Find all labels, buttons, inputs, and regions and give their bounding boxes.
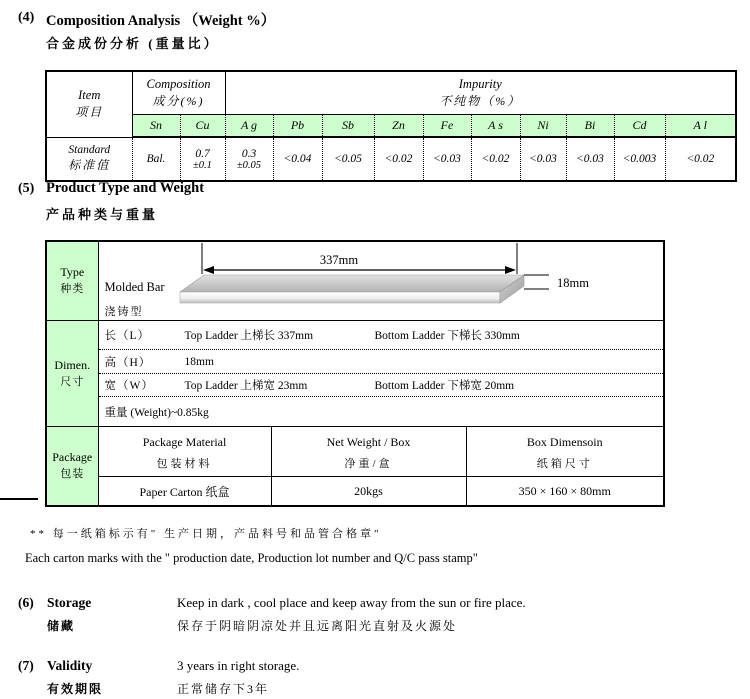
value-main: <0.02 xyxy=(481,153,510,165)
comp-header-row xyxy=(46,71,736,115)
box-dimension-value: 350 × 160 × 80mm xyxy=(466,477,664,507)
value-ni xyxy=(520,137,566,181)
page-margin-mark xyxy=(0,498,38,500)
type-label-zh: 种类 xyxy=(60,283,85,295)
section7-title-en: Validity xyxy=(47,658,93,673)
composition-table xyxy=(45,70,737,182)
type-content-cell xyxy=(98,241,664,321)
element-cd: Cd xyxy=(614,115,665,138)
molded-bar-diagram xyxy=(99,242,663,318)
height-dimension-label: 18mm xyxy=(556,276,589,290)
composition-label-en: Composition xyxy=(146,77,211,91)
element-sn: Sn xyxy=(132,115,180,138)
element-as: A s xyxy=(471,115,520,138)
value-main: Bal. xyxy=(146,153,166,165)
standard-label-en: Standard xyxy=(68,144,111,157)
package-material-header xyxy=(98,427,271,477)
bar-front-face xyxy=(180,292,500,303)
product-table xyxy=(45,240,665,507)
dimen-bottom-value: Bottom Ladder 下梯长 330mm xyxy=(374,330,520,342)
impurity-label-en: Impurity xyxy=(458,77,502,91)
element-cu: Cu xyxy=(180,115,225,138)
value-main: <0.02 xyxy=(686,153,715,165)
dimen-key: 高（H） xyxy=(104,356,152,369)
element-ag: A g xyxy=(225,115,273,138)
element-al: A l xyxy=(665,115,736,138)
element-bi: Bi xyxy=(566,115,614,138)
package-material-value: Paper Carton 纸盒 xyxy=(98,477,271,507)
element-pb: Pb xyxy=(273,115,322,138)
value-main: <0.04 xyxy=(283,153,312,165)
validity-text-en: 3 years in right storage. xyxy=(177,658,300,673)
dimen-bottom-value: Bottom Ladder 下梯宽 20mm xyxy=(374,380,515,392)
section4-title-en: Composition Analysis （Weight %） xyxy=(46,13,276,29)
dimen-label-en: Dimen. xyxy=(54,357,91,372)
storage-text-zh: 保存于阴暗阴凉处并且远离阳光直射及火源处 xyxy=(177,619,458,633)
item-label-zh: 项目 xyxy=(75,105,104,120)
type-row xyxy=(46,241,664,321)
dimen-key: 重量 (Weight)~0.85kg xyxy=(104,406,209,419)
dimen-length-row xyxy=(99,321,664,350)
value-cd xyxy=(614,137,665,181)
box-dimension-header xyxy=(466,427,664,477)
dimen-key: 长（L） xyxy=(104,330,151,342)
section7-number: (7) xyxy=(18,658,34,673)
type-header-cell xyxy=(46,241,98,321)
value-sub: ±0.05 xyxy=(236,159,262,171)
carton-note-zh: ** 每一纸箱标示有" 生产日期，产品料号和品管合格章" xyxy=(30,528,382,540)
dimen-label-zh: 尺寸 xyxy=(60,375,85,388)
package-material-en: Package Material xyxy=(142,434,227,449)
dimen-content-cell xyxy=(98,321,664,427)
carton-note-en: Each carton marks with the " production date, Production lot number and Q/C pass stamp" xyxy=(25,551,478,565)
impurity-header-cell xyxy=(225,71,736,115)
bar-top-face xyxy=(180,275,524,292)
package-header-row xyxy=(46,427,664,477)
section6-title-en: Storage xyxy=(47,595,92,610)
length-dimension-label: 337mm xyxy=(319,253,358,267)
element-symbol-row xyxy=(46,115,736,138)
value-fe xyxy=(423,137,471,181)
element-ni: Ni xyxy=(520,115,566,138)
element-zn: Zn xyxy=(374,115,423,138)
item-header-cell xyxy=(46,71,132,137)
type-label-en: Type xyxy=(60,265,85,279)
value-main: <0.03 xyxy=(433,153,461,165)
value-main: <0.03 xyxy=(529,153,557,165)
section6-title-zh: 储藏 xyxy=(47,619,76,633)
value-main: <0.05 xyxy=(334,153,362,165)
section4-number: (4) xyxy=(18,10,35,25)
value-main: <0.03 xyxy=(576,153,604,165)
type-value-zh: 浇铸型 xyxy=(104,306,144,318)
element-fe: Fe xyxy=(423,115,471,138)
value-sub: ±0.1 xyxy=(193,159,212,171)
box-dimension-zh: 纸箱尺寸 xyxy=(536,457,593,470)
standard-label-zh: 标准值 xyxy=(68,158,111,173)
value-as xyxy=(471,137,520,181)
net-weight-zh: 净重/盒 xyxy=(344,457,393,470)
section4-title-zh: 合金成份分析 (重量比） xyxy=(46,36,220,51)
package-label-zh: 包装 xyxy=(60,468,85,480)
value-al xyxy=(665,137,736,181)
value-pb xyxy=(273,137,322,181)
value-main: <0.003 xyxy=(622,153,657,165)
standard-value-row xyxy=(46,137,736,181)
section6-number: (6) xyxy=(18,595,34,610)
arrowhead-left xyxy=(203,266,214,274)
value-sn xyxy=(132,137,180,181)
net-weight-en: Net Weight / Box xyxy=(326,434,411,449)
value-zn xyxy=(374,137,423,181)
section5-number: (5) xyxy=(18,181,35,196)
net-weight-value: 20kgs xyxy=(271,477,466,507)
value-cu xyxy=(180,137,225,181)
composition-label-zh: 成分(%) xyxy=(152,94,205,108)
type-value-en: Molded Bar xyxy=(104,280,165,294)
package-header-cell xyxy=(46,427,98,507)
composition-header-cell xyxy=(132,71,225,115)
item-label-en: Item xyxy=(78,88,101,103)
storage-text-en: Keep in dark , cool place and keep away from the sun or fire place. xyxy=(177,595,526,610)
validity-text-zh: 正常储存下3年 xyxy=(177,682,270,696)
impurity-label-zh: 不纯物（%） xyxy=(439,94,522,108)
element-sb: Sb xyxy=(322,115,374,138)
section5-title-en: Product Type and Weight xyxy=(46,180,205,196)
package-value-row xyxy=(46,477,664,507)
dimen-height-row xyxy=(99,350,664,374)
section5-title-zh: 产品种类与重量 xyxy=(46,207,159,222)
dimen-top-value: Top Ladder 上梯宽 23mm xyxy=(184,380,308,392)
dimen-header-cell xyxy=(46,321,98,427)
net-weight-header xyxy=(271,427,466,477)
value-ag xyxy=(225,137,273,181)
value-main: 0.7 xyxy=(195,147,210,160)
dimen-width-row xyxy=(99,374,664,397)
dimen-top-value: Top Ladder 上梯长 337mm xyxy=(184,330,314,342)
box-dimension-en: Box Dimensoin xyxy=(526,434,603,449)
package-material-zh: 包装材料 xyxy=(156,457,213,470)
standard-row-label xyxy=(46,137,132,181)
value-main: 0.3 xyxy=(241,147,257,160)
arrowhead-right xyxy=(505,266,516,274)
package-label-en: Package xyxy=(52,450,93,464)
section7-title-zh: 有效期限 xyxy=(47,682,104,696)
value-main: <0.02 xyxy=(384,153,413,165)
dimen-key: 宽（W） xyxy=(104,380,154,392)
dimen-top-value: 18mm xyxy=(184,355,214,368)
dimen-weight-row xyxy=(99,397,664,426)
value-sb xyxy=(322,137,374,181)
dimension-row xyxy=(46,321,664,427)
value-bi xyxy=(566,137,614,181)
